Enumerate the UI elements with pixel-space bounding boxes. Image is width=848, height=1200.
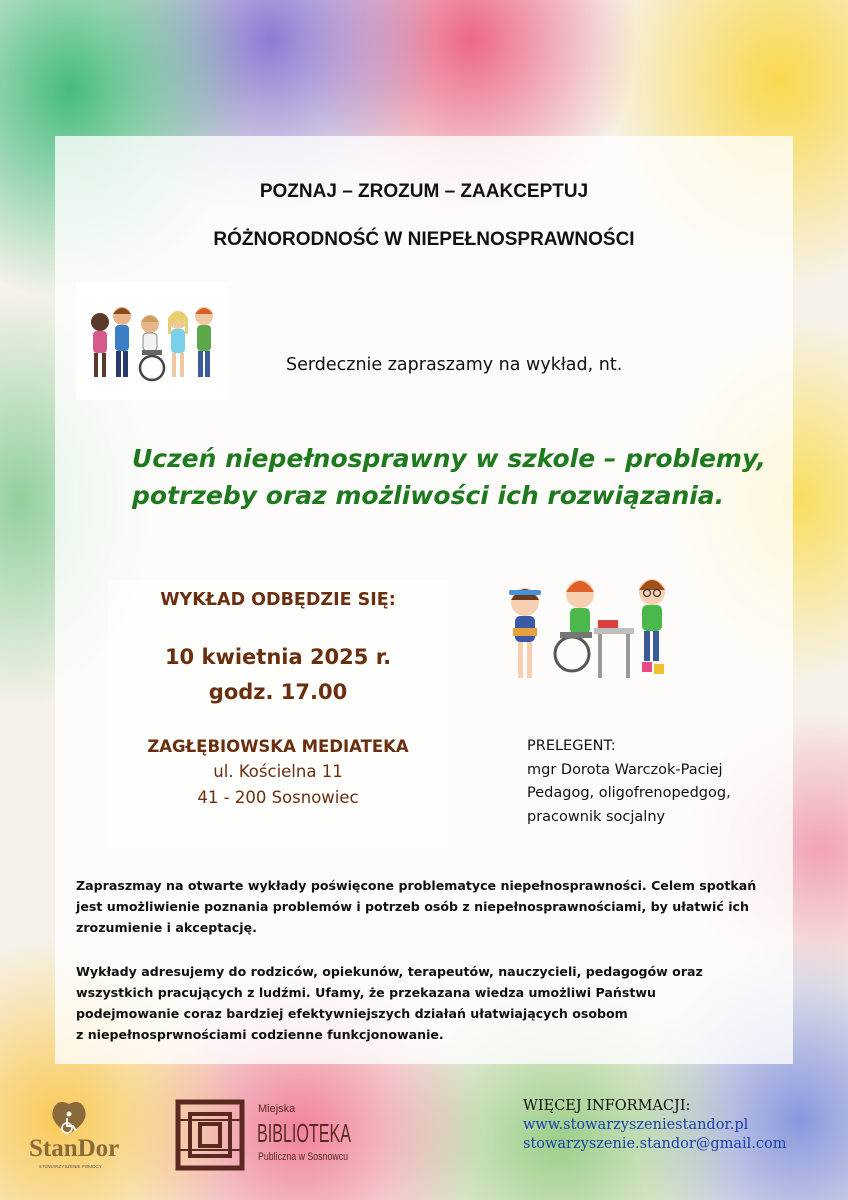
speaker-role1: Pedagog, oligofrenopedgog, — [527, 785, 731, 801]
invite-text: Serdecznie zapraszamy na wykład, nt. — [286, 355, 623, 375]
standor-logo — [25, 1100, 143, 1172]
lecture-title — [132, 440, 812, 514]
library-logo — [176, 1100, 356, 1172]
venue-name: ZAGŁĘBIOWSKA MEDIATEKA — [147, 737, 409, 756]
p2-line1: Wykłady adresujemy do rodziców, opiekunów, terapeutów, nauczycieli, pedagogów oraz — [76, 964, 703, 979]
standor-logo-subtext: STOWARZYSZENIE POMOCY — [39, 1164, 102, 1169]
speaker-label: PRELEGENT: — [527, 738, 616, 754]
speaker-role2: pracownik socjalny — [527, 808, 666, 825]
p2-line4: z niepełnosprwnościami codzienne funkcjonowanie. — [76, 1027, 444, 1042]
description-paragraph-2 — [76, 961, 786, 1045]
speaker-name: mgr Dorota Warczok-Paciej — [527, 761, 723, 778]
library-logo-l3: Publiczna w Sosnowcu — [258, 1151, 348, 1163]
library-logo-l2: BIBLIOTEKA — [257, 1118, 352, 1148]
lecture-title-line2: potrzeby oraz możliwości ich rozwiązania. — [132, 481, 725, 510]
more-info-label: WIĘCEJ INFORMACJI: — [523, 1098, 691, 1114]
headline-line1: POZNAJ – ZROZUM – ZAAKCEPTUJ — [259, 181, 589, 202]
email-link[interactable]: stowarzyszenie.standor@gmail.com — [523, 1136, 787, 1152]
more-info-block — [523, 1097, 787, 1154]
headline-line2: RÓŻNORODNOŚĆ W NIEPEŁNOSPRAWNOŚCI — [213, 229, 635, 250]
wheelchair-icon — [67, 1112, 72, 1117]
venue-city: 41 - 200 Sosnowiec — [197, 788, 359, 807]
description-paragraph-1: Zapraszmay na otwarte wykłady poświęcone problematyce niepełnosprawności. Celem spotkań jest umożliwienie poznania problemów i potrzeb osób z niepełnosprawnościami, by ułatwić ich zrozumienie i akceptację. — [76, 878, 757, 935]
venue-street: ul. Kościelna 11 — [213, 762, 343, 781]
speaker-block — [527, 735, 731, 829]
library-logo-l1: Miejska — [258, 1103, 296, 1115]
classroom-illustration — [498, 570, 678, 690]
event-heading: WYKŁAD ODBĘDZIE SIĘ: — [160, 590, 396, 610]
standor-logo-text: StanDor — [29, 1135, 120, 1162]
children-group-illustration — [76, 282, 228, 400]
p2-line3: podejmowanie coraz bardziej efektywniejszych działań ułatwiających osobom — [76, 1006, 628, 1021]
lecture-title-line1: Uczeń niepełnosprawny w szkole – problemy, — [132, 444, 766, 473]
event-info-box — [108, 580, 448, 848]
event-date: 10 kwietnia 2025 r. — [164, 645, 392, 669]
p2-line2: wszystkich pracujących z ludźmi. Ufamy, że przekazana wiedza umożliwi Państwu — [76, 985, 656, 1000]
event-time: godz. 17.00 — [208, 680, 348, 704]
website-link[interactable]: www.stowarzyszeniestandor.pl — [523, 1117, 749, 1133]
